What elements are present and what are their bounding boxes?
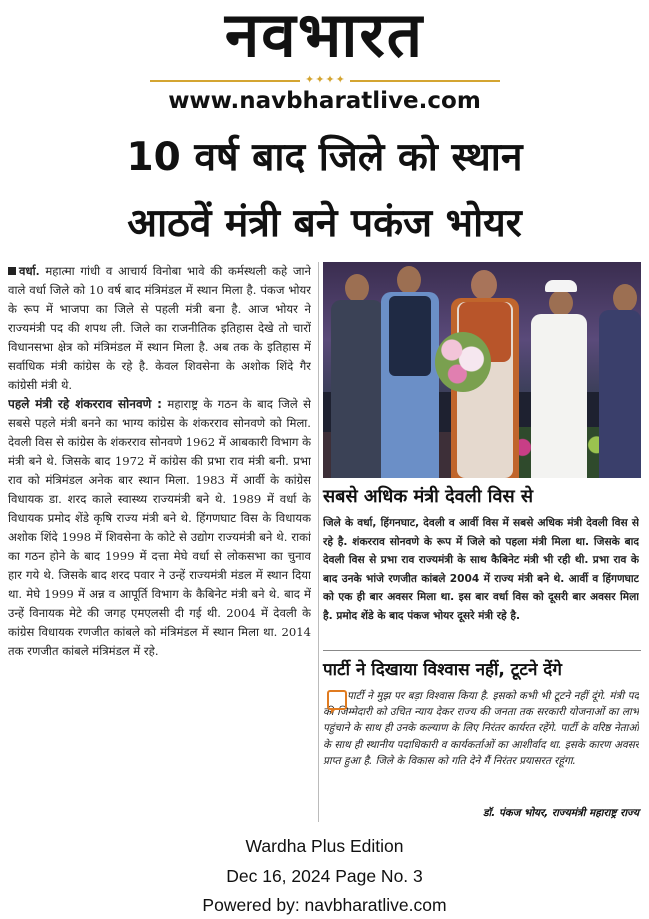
box-1-text: जिले के वर्धा, हिंगनघाट, देवली व आर्वी विस में सबसे अधिक मंत्री देवली विस से रहे है. शंकरराव सोनवणे के रूप में जिले को पहला मंत्री मिला था. जिसके बाद देवली विस से प्रभा राव राज्यमंत्री के साथ कैबिनेट मंत्री भी रही थी. प्रभा राव के बाद उनके भांजे रणजीत कांबले 2004 में राज्य मंत्री बने थे. आर्वी व हिंगणघाट को एक ही बार अवसर मिला था. इस बार वर्धा विस को दूसरी बार अवसर मिला है. प्रमोद शेंडे के बाद पंकज भोयर दूसरे मंत्री रहे है. (323, 517, 639, 622)
headline-line-1: 10 वर्ष बाद जिले को स्थान (126, 135, 523, 180)
masthead (0, 0, 649, 120)
article-paragraph-1 (8, 262, 311, 395)
article-body (8, 262, 311, 832)
column-divider (318, 262, 319, 822)
logo-rule-right (350, 80, 500, 82)
paragraph-2-text: महाराष्ट्र के गठन के बाद जिले से सबसे पहले मंत्री बनने का भाग्य कांग्रेस के शंकरराव सोनवणे को मिला. देवली विस से कांग्रेस के शंकरराव सोनवणे 1962 में आबकारी विभाग के मंत्री बने थे. जिसके बाद 1972 में कांग्रेस की प्रभा राव मंत्री बनी. प्रभा राव को मंत्रिमंडल अनेक बार स्थान मिला. 1983 में आर्वी के कांग्रेस विधायक डा. शरद काले स्वास्थ्य राज्यमंत्री बने थे. 1989 में वर्धा के विधायक प्रमोद शेंडे कृषि राज्य मंत्री बने थे. हिंगणघाट विस के विधायक अशोक शिंदे 1998 में शिवसेना के कोटे से उद्योग राज्यमंत्री बने थे. राकां का गठन होने के बाद 1999 में दत्ता मेघे वर्धा से लोकसभा का चुनाव हार गये थे. जिसके बाद शरद पवार ने उन्हें राज्यमंत्री मंडल में स्थान दिया था. मेघे 1999 में अन्न व आपूर्ति विभाग के कैबिनेट मंत्री बने थे. बाद में उन्हें विनायक मेटे की जगह एमएलसी दी गई थी. 2004 में देवली के कांग्रेस विधायक रणजीत कांबले को मंत्रिमंडल में स्थान मिला था. 2014 तक रणजीत कांबले मंत्रिमंडल में रहे. (8, 397, 311, 658)
quote-signature: डॉ. पंकज भोयर, राज्यमंत्री महाराष्ट्र राज्य (483, 807, 639, 819)
dateline-square-icon (8, 267, 16, 275)
paragraph-1-text: महात्मा गांधी व आचार्य विनोबा भावे की कर्मस्थली कहे जाने वाले वर्धा जिले को 10 वर्ष बाद मंत्रिमंडल में स्थान मिला है. पंकज भोयर के रूप में भाजपा का जिले से पहली मंत्री बना है. आज भोयर ने राज्यमंत्री पद की शपथ ली. जिले का राजनीतिक इतिहास देखे तो चारों विधानसभा क्षेत्र को मंत्रिमंडल में स्थान मिला है. अब तक के इतिहास में सर्वाधिक मंत्री कांग्रेस के रहे है. केवल शिवसेना के अशोक शिंदे गैर कांग्रेसी मंत्री थे. (8, 264, 311, 392)
box-1-title: सबसे अधिक मंत्री देवली विस से (323, 486, 534, 507)
newspaper-logo: नवभारत (224, 0, 425, 71)
box-2-title: पार्टी ने दिखाया विश्वास नहीं, टूटने देंगे (323, 660, 562, 680)
dateline: वर्धा. (19, 264, 40, 278)
article-subhead: पहले मंत्री रहे शंकरराव सोनवणे : (8, 397, 162, 411)
quote-text: पार्टी ने मुझ पर बड़ा विश्वास किया है. इसको कभी भी टूटने नहीं दूंगे. मंत्री पद की जिम्मेदारी को उचित न्याय देकर राज्य की जनता तक सरकारी योजनाओं का लाभ पहुंचाने के साथ ही उनके कल्याण के लिए निरंतर कार्यरत रहेंगे. पार्टी के वरिष्ठ नेताओं के साथ ही स्थानीय पदाधिकारी व कार्यकर्ताओं का आशीर्वाद था. इसके कारण अवसर प्राप्त हुआ है. जिले के विकास को गति देने मैं निरंतर प्रयासरत रहूंगा. (323, 690, 639, 767)
box-divider (323, 650, 641, 651)
news-photo (323, 262, 641, 478)
logo-stars: ✦✦✦✦ (305, 73, 346, 86)
footer-edition: Wardha Plus Edition (245, 836, 404, 856)
article-paragraph-2 (8, 395, 311, 661)
logo-rule-left (150, 80, 300, 82)
site-url: www.navbharatlive.com (168, 88, 481, 114)
quote-icon (327, 690, 347, 710)
photo-bouquet (435, 332, 491, 392)
footer-powered-by: Powered by: navbharatlive.com (202, 895, 447, 915)
footer-date-page: Dec 16, 2024 Page No. 3 (226, 866, 423, 886)
headline-line-2: आठवें मंत्री बने पकंज भोयर (127, 201, 522, 246)
